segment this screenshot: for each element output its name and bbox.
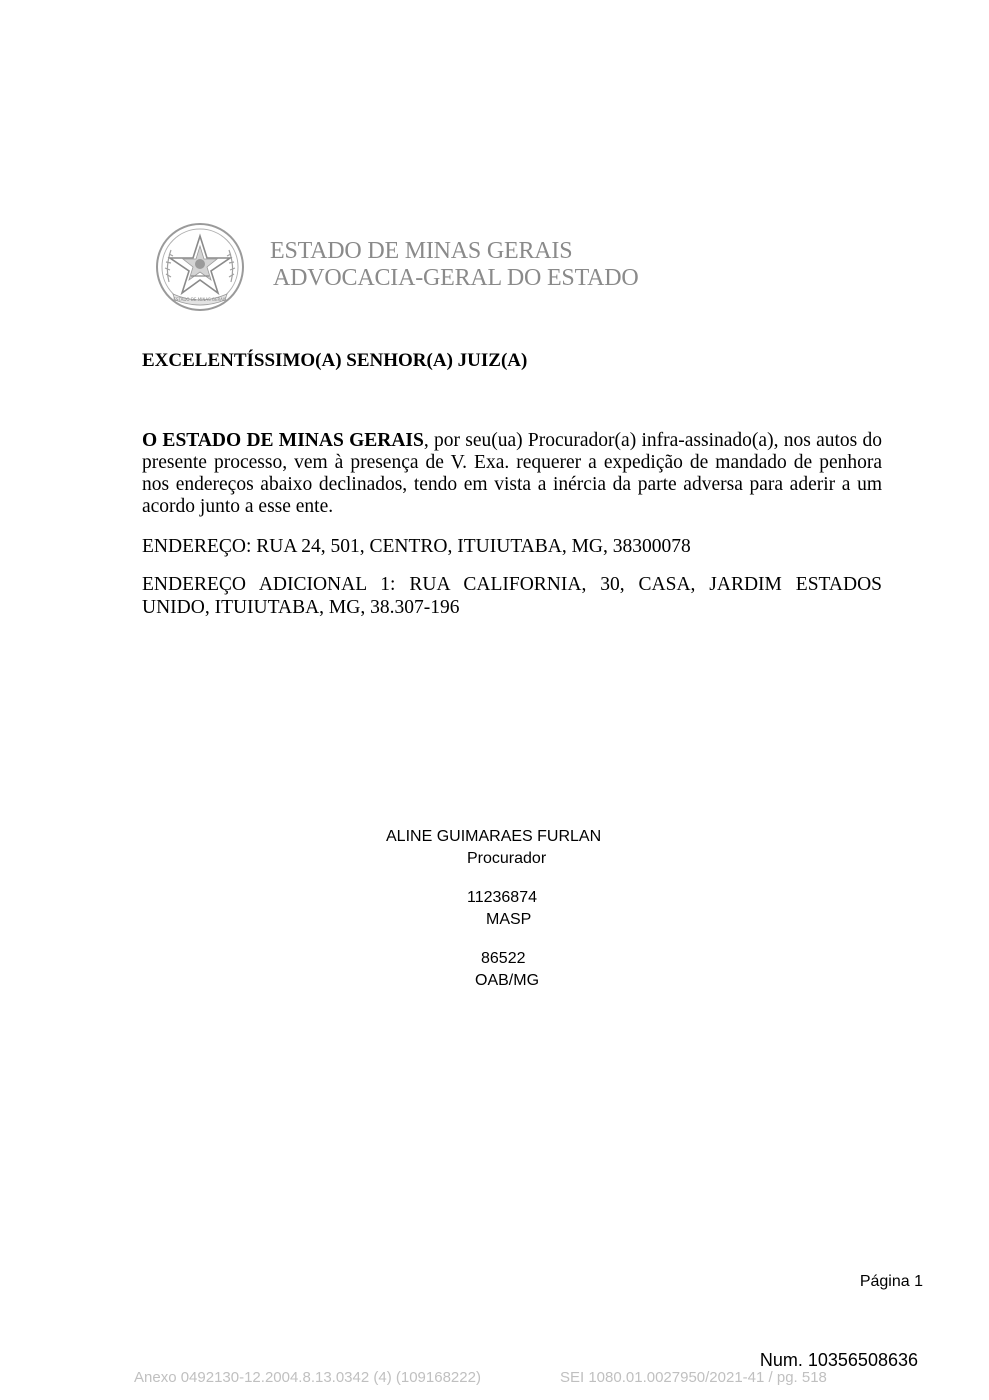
organization-header	[270, 238, 639, 292]
addressee-heading: EXCELENTÍSSIMO(A) SENHOR(A) JUIZ(A)	[142, 350, 528, 371]
org-name-line2: ADVOCACIA-GERAL DO ESTADO	[273, 265, 639, 291]
seal-ribbon-text: ESTADO DE MINAS GERAIS	[173, 297, 227, 302]
petition-paragraph	[142, 430, 882, 518]
address-additional: ENDEREÇO ADICIONAL 1: RUA CALIFORNIA, 30, CASA, JARDIM ESTADOS UNIDO, ITUIUTABA, MG, 38.307-196	[142, 574, 882, 618]
oab-number: 86522	[481, 950, 526, 967]
signer-role: Procurador	[467, 850, 547, 867]
document-number: Num. 10356508636	[759, 1350, 918, 1370]
footer-sei-ref: SEI 1080.01.0027950/2021-41 / pg. 518	[560, 1369, 827, 1386]
masp-label: MASP	[486, 911, 532, 928]
address-primary: ENDEREÇO: RUA 24, 501, CENTRO, ITUIUTABA, MG, 38300078	[142, 536, 691, 557]
petitioner-name: O ESTADO DE MINAS GERAIS	[142, 430, 424, 451]
signer-name: ALINE GUIMARAES FURLAN	[386, 828, 602, 845]
oab-label: OAB/MG	[475, 972, 540, 989]
page-number: Página 1	[859, 1273, 923, 1290]
state-seal-emblem	[155, 222, 245, 312]
petition-text: , por seu(ua) Procurador(a) infra-assinado(a), nos autos do presente processo, vem à presença de V. Exa. requerer a expedição de mandado de penhora nos endereços abaixo declinados, tendo em vista a inércia da parte adversa para aderir a um acordo junto a esse ente.	[142, 430, 882, 517]
masp-number: 11236874	[467, 889, 537, 906]
org-name-line1: ESTADO DE MINAS GERAIS	[270, 238, 573, 264]
footer-attachment-ref: Anexo 0492130-12.2004.8.13.0342 (4) (109168222)	[134, 1369, 481, 1386]
